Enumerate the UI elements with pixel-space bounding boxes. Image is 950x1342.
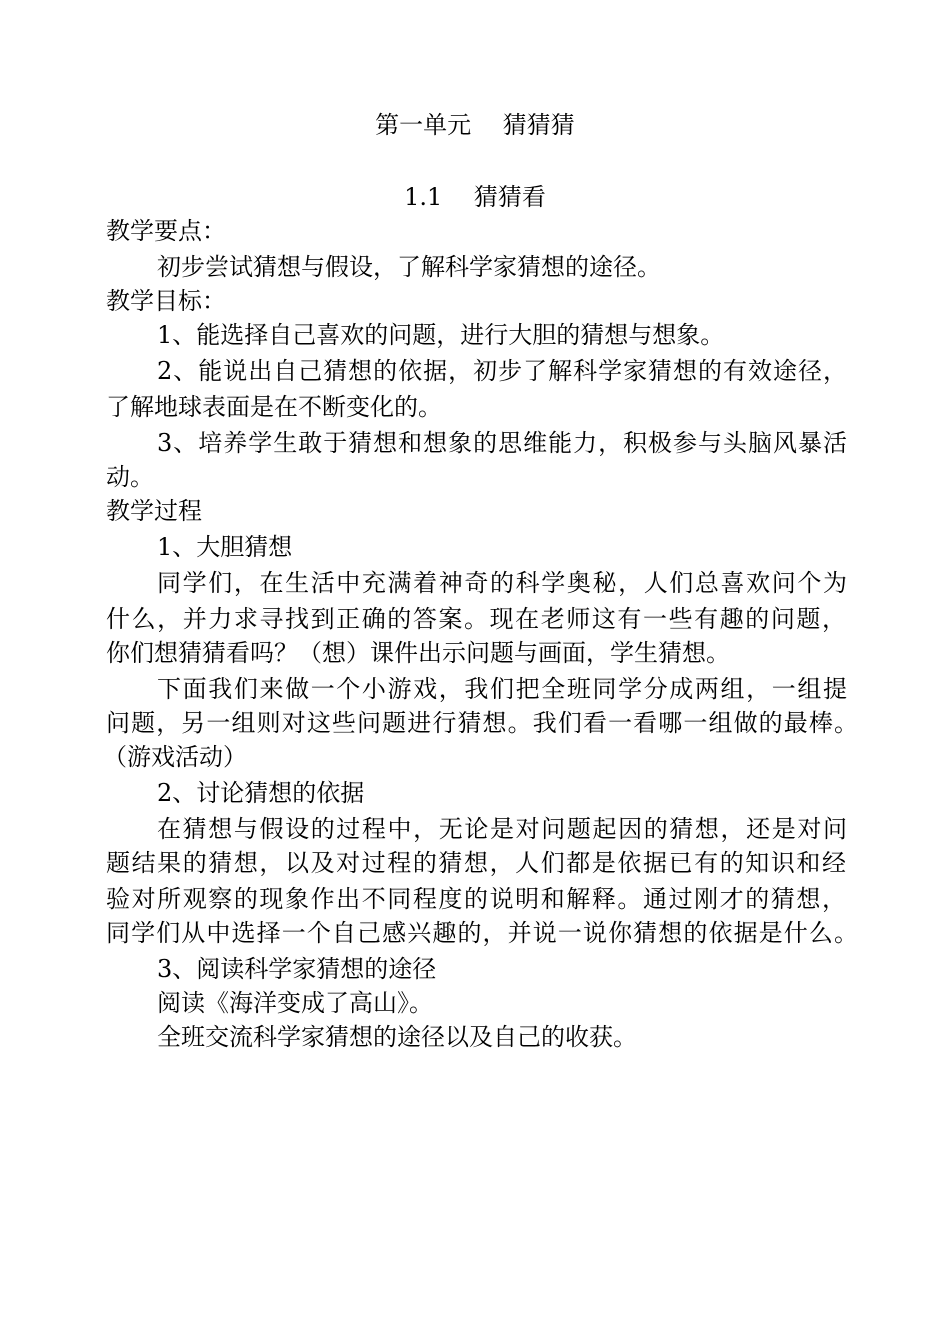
step-3-line-2: 全班交流科学家猜想的途径以及自己的收获。	[157, 1023, 637, 1051]
step-2-line-4: 同学们从中选择一个自己感兴趣的，并说一说你猜想的依据是什么。	[106, 919, 858, 947]
key-points-text: 初步尝试猜想与假设，了解科学家猜想的途径。	[157, 253, 661, 281]
step-1-paragraph-2-line-3: （游戏活动）	[103, 743, 247, 771]
objective-3-line-1: 3、培养学生敢于猜想和想象的思维能力，积极参与头脑风暴活	[157, 429, 847, 457]
step-2-heading: 2、讨论猜想的依据	[157, 779, 365, 807]
step-1-paragraph-2-line-2: 问题，另一组则对这些问题进行猜想。我们看一看哪一组做的最棒。	[106, 709, 858, 737]
step-1-paragraph-1-line-1: 同学们，在生活中充满着神奇的科学奥秘，人们总喜欢问个为	[157, 569, 847, 597]
step-1-paragraph-1-line-3: 你们想猜猜看吗？（想）课件出示问题与画面，学生猜想。	[106, 639, 730, 667]
step-2-line-3: 验对所观察的现象作出不同程度的说明和解释。通过刚才的猜想，	[106, 885, 846, 913]
key-points-heading: 教学要点：	[106, 217, 226, 245]
process-heading: 教学过程	[106, 497, 202, 525]
step-3-line-1: 阅读《海洋变成了高山》。	[157, 989, 433, 1017]
unit-title: 第一单元 猜猜猜	[375, 111, 575, 139]
step-1-paragraph-1-line-2: 什么，并力求寻找到正确的答案。现在老师这有一些有趣的问题，	[106, 605, 846, 633]
objectives-heading: 教学目标：	[106, 287, 226, 315]
objective-3-line-2: 动。	[106, 463, 154, 491]
step-3-heading: 3、阅读科学家猜想的途径	[157, 955, 437, 983]
step-2-line-1: 在猜想与假设的过程中，无论是对问题起因的猜想，还是对问	[157, 815, 847, 843]
step-1-paragraph-2-line-1: 下面我们来做一个小游戏，我们把全班同学分成两组，一组提	[157, 675, 847, 703]
objective-2-line-2: 了解地球表面是在不断变化的。	[106, 393, 442, 421]
objective-2-line-1: 2、能说出自己猜想的依据，初步了解科学家猜想的有效途径，	[157, 357, 847, 385]
step-1-heading: 1、大胆猜想	[157, 533, 293, 561]
objective-1: 1、能选择自己喜欢的问题，进行大胆的猜想与想象。	[157, 321, 725, 349]
step-2-line-2: 题结果的猜想，以及对过程的猜想，人们都是依据已有的知识和经	[106, 849, 846, 877]
lesson-title: 1.1 猜猜看	[404, 183, 546, 211]
